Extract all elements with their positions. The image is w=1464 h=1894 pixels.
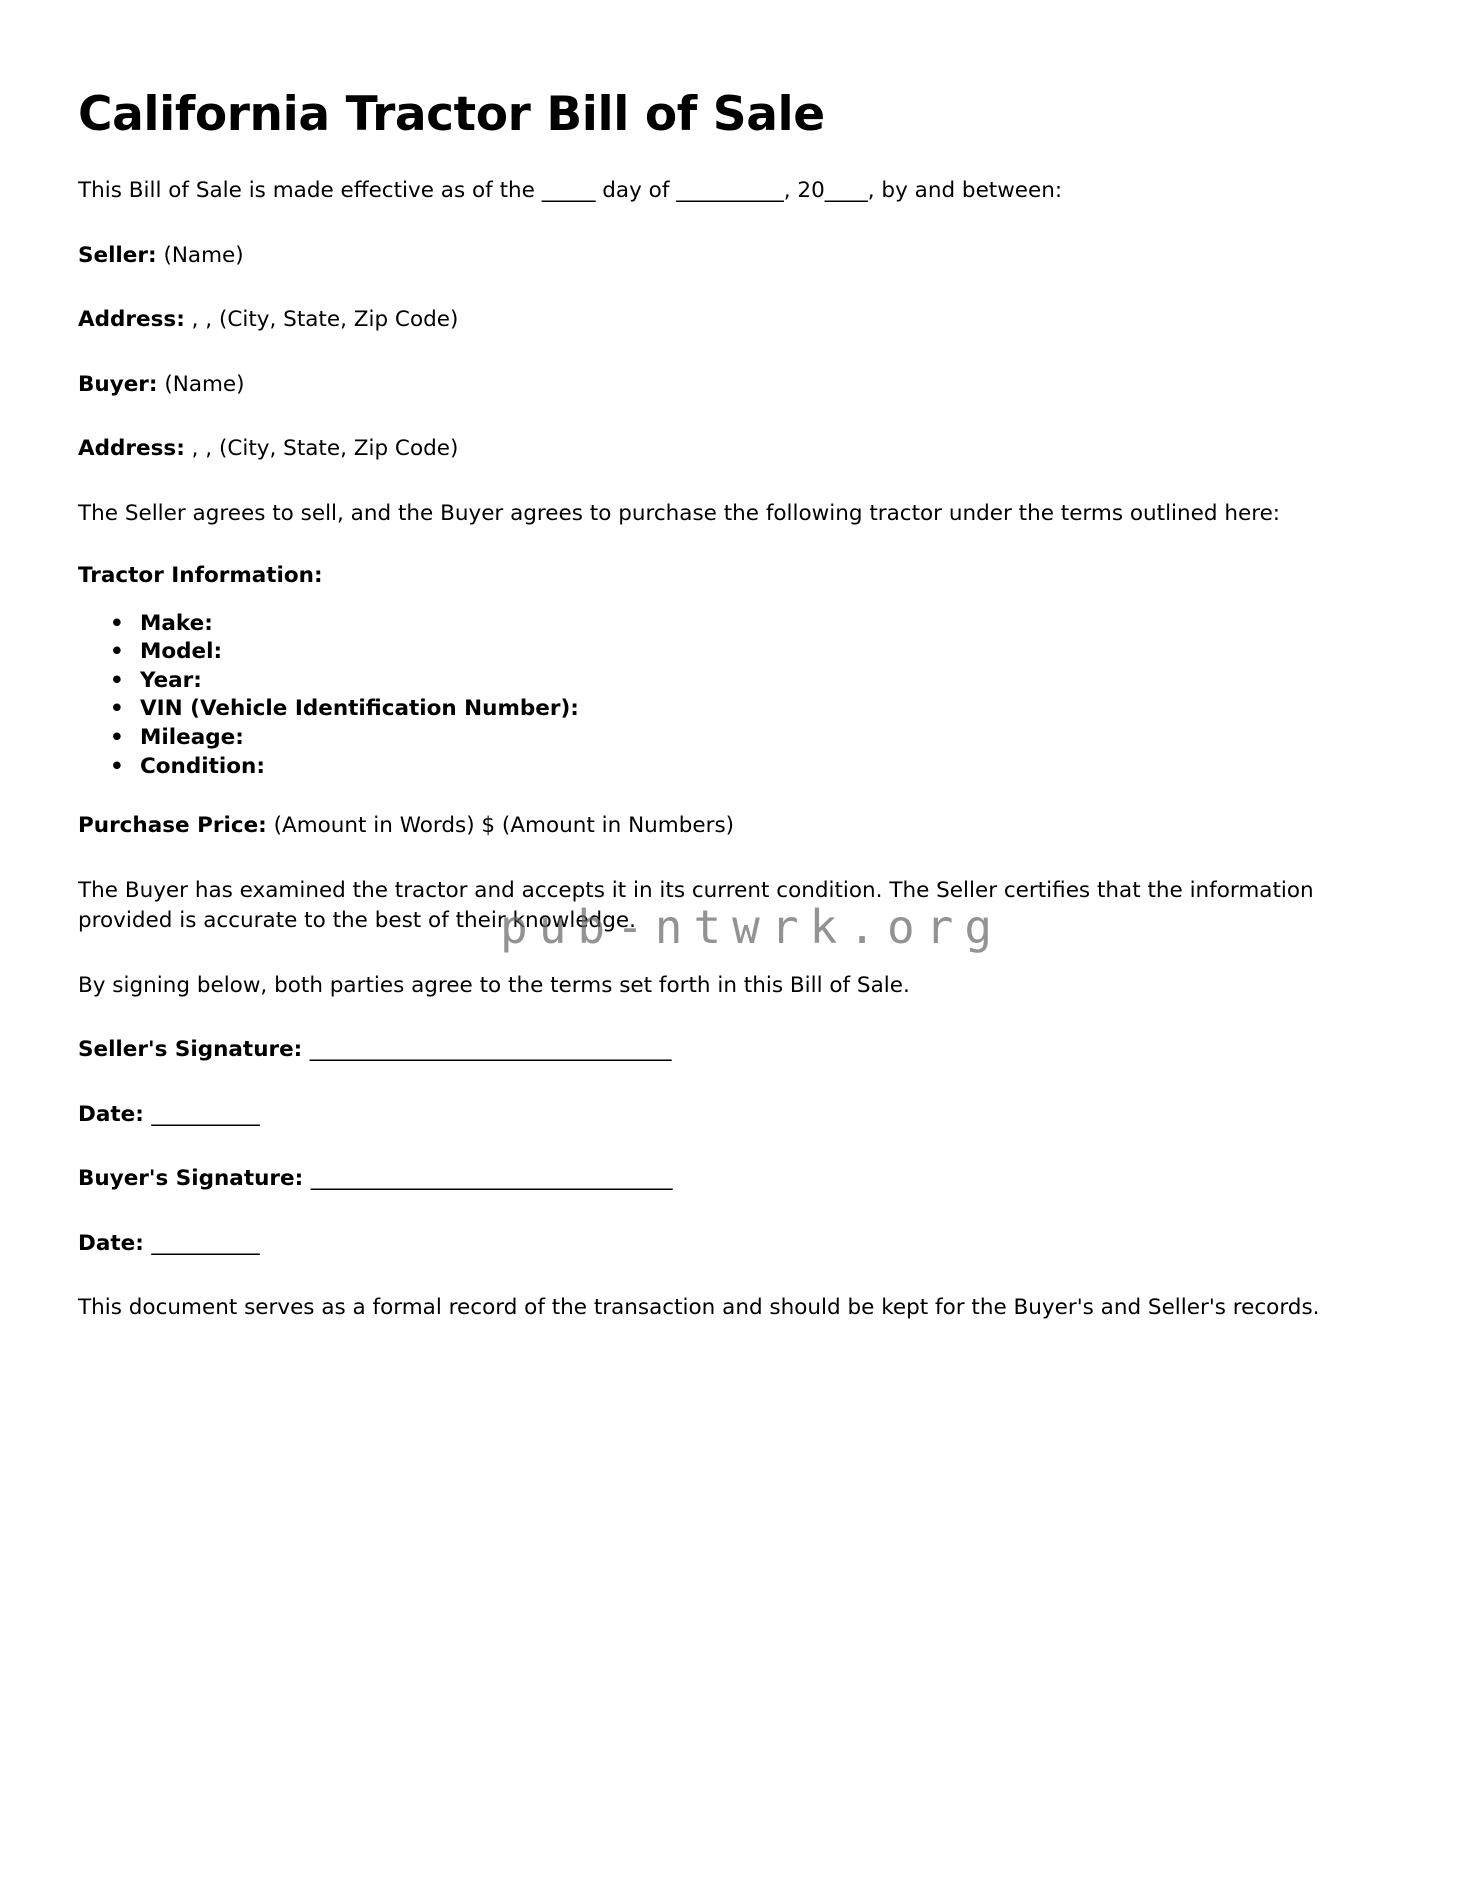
signing-paragraph: By signing below, both parties agree to the terms set forth in this Bill of Sale. bbox=[78, 972, 910, 998]
list-item: • VIN (Vehicle Identification Number): bbox=[78, 695, 1378, 724]
buyer-name-line bbox=[78, 336, 1375, 401]
day-blank: _____ bbox=[541, 178, 596, 204]
seller-date-rule: ___________ bbox=[151, 1101, 259, 1127]
seller-address-label: Address: bbox=[78, 307, 185, 333]
buyer-date-rule: ___________ bbox=[151, 1230, 259, 1256]
document-content bbox=[78, 0, 1378, 1324]
list-item: • Make: bbox=[78, 610, 1378, 639]
seller-address-line bbox=[78, 271, 1375, 336]
buyer-name-value: (Name) bbox=[164, 371, 245, 397]
acceptance-paragraph: The Buyer has examined the tractor and accepts it in its current condition. The Seller certifies that the information provided is accurate to the best of their knowledge. bbox=[78, 877, 1314, 934]
list-item: • Model: bbox=[78, 638, 1378, 667]
seller-address-value: , , (City, State, Zip Code) bbox=[191, 307, 459, 333]
buyer-address-value: , , (City, State, Zip Code) bbox=[191, 436, 459, 462]
seller-date-label: Date: bbox=[78, 1101, 144, 1127]
buyer-address-label: Address: bbox=[78, 436, 185, 462]
site-watermark: pub-ntwrk.org bbox=[500, 900, 1004, 954]
intro-text-after: , by and between: bbox=[867, 178, 1063, 204]
intro-year-prefix: , 20 bbox=[783, 178, 825, 204]
purchase-price-label: Purchase Price: bbox=[78, 813, 267, 839]
month-blank: __________ bbox=[676, 178, 784, 204]
year-blank: ____ bbox=[824, 178, 868, 204]
buyer-label: Buyer: bbox=[78, 371, 158, 397]
buyer-address-line bbox=[78, 400, 1375, 465]
agreement-paragraph: The Seller agrees to sell, and the Buyer agrees to purchase the following tractor under the terms outlined here: bbox=[78, 500, 1281, 526]
seller-signature-label: Seller's Signature: bbox=[78, 1037, 303, 1063]
intro-text-between: day of bbox=[595, 178, 677, 204]
seller-date-line bbox=[78, 1066, 1378, 1131]
list-item: • Year: bbox=[78, 667, 1378, 696]
list-item: • Condition: bbox=[78, 753, 1378, 782]
list-item: • Mileage: bbox=[78, 724, 1378, 753]
buyer-signature-label: Buyer's Signature: bbox=[78, 1166, 304, 1192]
buyer-signature-rule: _____________________________________ bbox=[310, 1166, 672, 1192]
purchase-price-value: (Amount in Words) $ (Amount in Numbers) bbox=[273, 813, 735, 839]
seller-signature-line bbox=[78, 1001, 1378, 1066]
buyer-date-line bbox=[78, 1195, 1378, 1260]
page-title: California Tractor Bill of Sale bbox=[78, 87, 825, 142]
seller-name-line bbox=[78, 207, 1375, 272]
seller-signature-rule: _____________________________________ bbox=[309, 1037, 671, 1063]
intro-text-before: This Bill of Sale is made effective as of the bbox=[78, 178, 542, 204]
closing-paragraph: This document serves as a formal record of the transaction and should be kept for the Buyer's and Seller's records. bbox=[78, 1295, 1320, 1321]
seller-name-value: (Name) bbox=[163, 242, 244, 268]
intro-paragraph bbox=[78, 142, 1375, 207]
buyer-date-label: Date: bbox=[78, 1230, 144, 1256]
purchase-price-line bbox=[78, 781, 1375, 842]
tractor-information-heading: Tractor Information: bbox=[78, 563, 323, 589]
tractor-information-list bbox=[78, 592, 1378, 782]
buyer-signature-line bbox=[78, 1130, 1378, 1195]
seller-label: Seller: bbox=[78, 242, 157, 268]
